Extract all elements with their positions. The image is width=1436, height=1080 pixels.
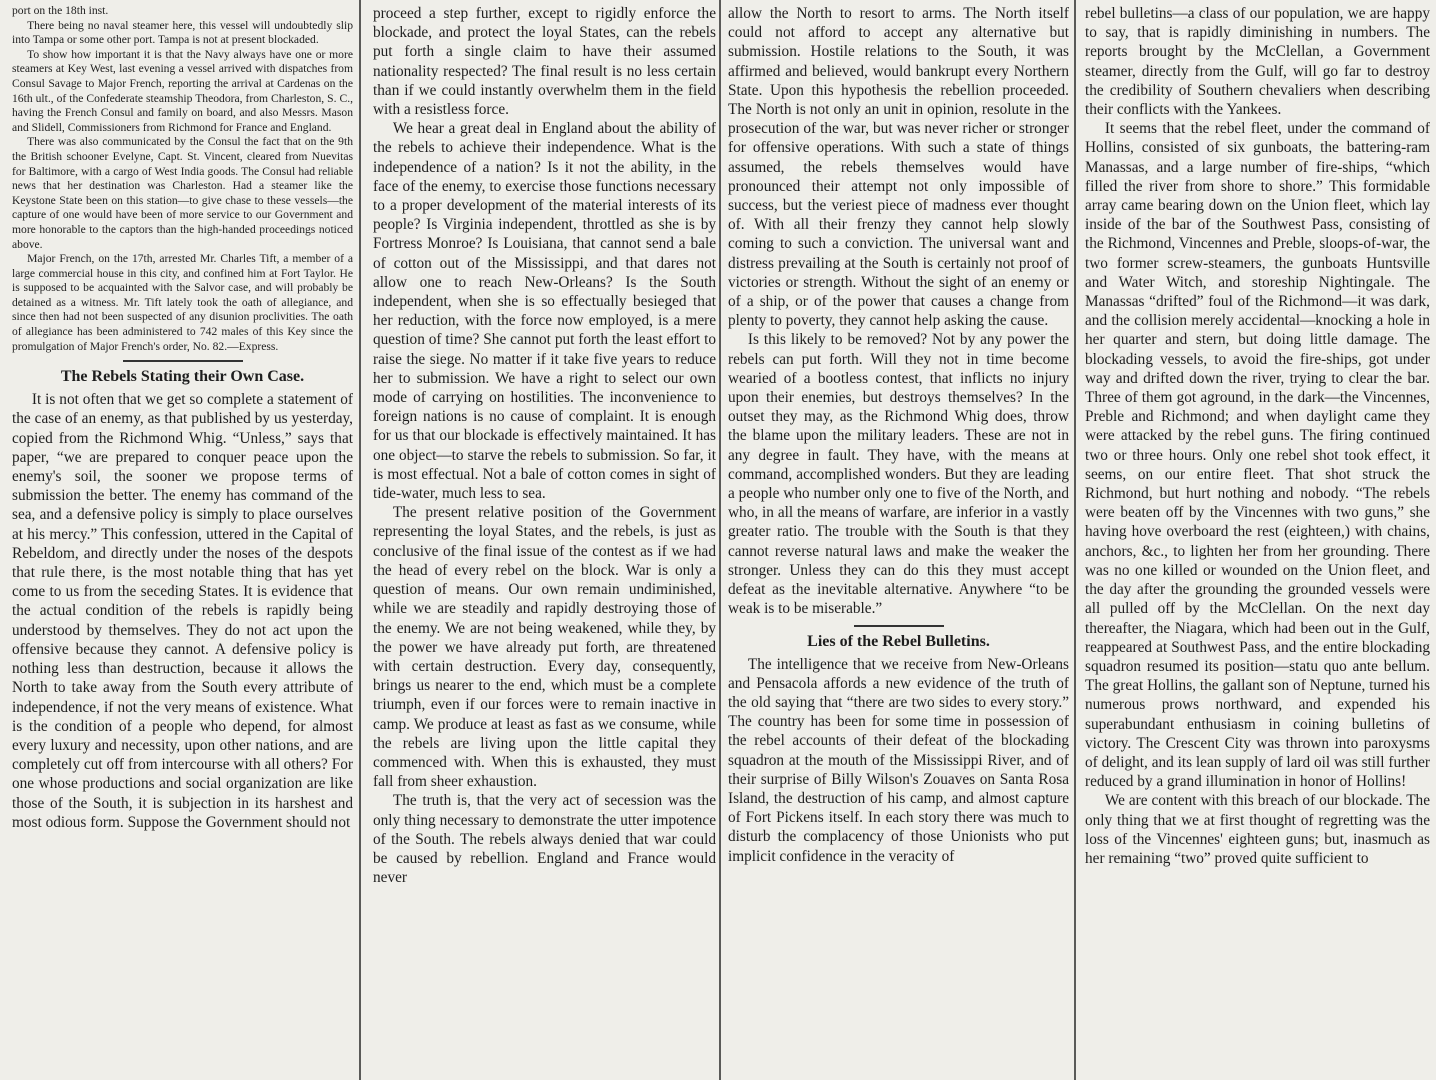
article-title: The Rebels Stating their Own Case.: [60, 368, 305, 386]
key-west-news: [12, 4, 353, 354]
article-paragraph: rebel bulletins—a class of our population, we are happy to say, that is rapidly diminishing in numbers. The reports brought by the McClellan, a Government steamer, directly from the Gulf, will go far to destroy the credibility of Southern chevaliers when describing their conflicts with the Yankees.: [1085, 5, 1430, 119]
news-paragraph: There being no naval steamer here, this vessel will undoubtedly slip into Tampa or some other port. Tampa is not at present blockaded.: [12, 18, 353, 47]
article-body: [728, 4, 1069, 619]
column-3: [722, 0, 1073, 1080]
article-paragraph: The intelligence that we receive from New-Orleans and Pensacola affords a new evidence of the truth of the old saying that “there are two sides to every story.” The country has been for some time in possession of the rebel accounts of their defeat of the blockading squadron at the mouth of the Mississippi River, and of their surprise of Billy Wilson's Zouaves on Santa Rosa Island, the destruction of his camp, and almost capture of Fort Pickens itself. In each story there was much to disturb the complacency of those Unionists who put implicit confidence in the veracity of: [728, 655, 1069, 865]
article-paragraph: It seems that the rebel fleet, under the command of Hollins, consisted of six gunboats, the battering-ram Manassas, and a large number of fire-ships, “which filled the river from shore to shore.” This formidable array came bearing down on the Union fleet, which lay inside of the bar of the Southwest Pass, consisting of the Richmond, Vincennes and Preble, sloops-of-war, the two former screw-steamers, the gunboats Huntsville and Water Witch, and storeship Nightingale. The Manassas “drifted” foul of the Richmond—it was dark, and the collision merely accidental—knocking a hole in her quarter and stern, but doing little damage. The blockading vessels, to avoid the fire-ships, got under way and drifted down the river, trying to clear the bar. Three of them got aground, in the dark—the Vincennes, Preble and Richmond; and when daylight came they were attacked by the rebel guns. The firing continued two or three hours. Only one rebel shot took effect, it seems, on our entire fleet. That shot struck the Richmond, but hurt nothing and nobody. “The rebels were beaten off by the Vincennes with two guns,” she having hove overboard the rest (eighteen,) with chains, anchors, &c., to lighten her from her grounding. There was no one killed or wounded on the Union fleet, and the day after the grounding the grounded vessels were all pulled off by the McClellan. On the next day thereafter, the Niagara, which had been out in the Gulf, reappeared at Southwest Pass, and the entire blockading squadron resumed its position—statu quo ante bellum. The great Hollins, the gallant son of Neptune, turned his numerous prows northward, and expended his superabundant enthusiasm in coining bulletins of victory. The Crescent City was thrown into paroxysms of delight, and its lean supply of lard oil was still further reduced by a grand illumination in honor of Hollins!: [1085, 120, 1430, 791]
column-rule: [1074, 0, 1076, 1080]
article-paragraph: We hear a great deal in England about the ability of the rebels to achieve their independence. What is the independence of a nation? Is it not the ability, in the face of the enemy, to exercise those functions necessary to a proper development of the material interests of its people? Is Virginia independent, throttled as she is by Fortress Monroe? Is Louisiana, that cannot send a bale of cotton out of the Mississippi, and that dares not allow one to reach New-Orleans? Is the South independent, when she is so effectually besieged that her reduction, with the force now employed, is a mere question of time? She cannot put forth the least effort to raise the siege. No matter if it take five years to reduce her to submission. We have a right to select our own mode of carrying on hostilities. The inconvenience to foreign nations is no cause of complaint. It is enough for us that our blockade is effectively maintained. It has one object—to starve the rebels to submission. So far, it is most effectual. Not a bale of cotton comes in sight of tide-water, much less to sea.: [373, 120, 716, 503]
section-divider: [123, 360, 243, 362]
section-divider: [854, 625, 944, 627]
news-paragraph: To show how important it is that the Navy always have one or more steamers at Key West, last evening a vessel arrived with dispatches from Consul Savage to Major French, reporting the arrival at Cardenas on the 16th ult., of the Confederate steamship Theodora, from Charleston, S. C., having the French Consul and family on board, and also Messrs. Mason and Slidell, Commissioners from Richmond for France and England.: [12, 47, 353, 134]
article-paragraph: The truth is, that the very act of secession was the only thing necessary to demonstrate the utter impotence of the South. The rebels always denied that war could be caused by rebellion. England and France would never: [373, 792, 716, 887]
news-paragraph: port on the 18th inst.: [12, 4, 109, 17]
article-body: [728, 655, 1069, 866]
article-paragraph: proceed a step further, except to rigidly enforce the blockade, and protect the loyal States, can the rebels put forth a single claim to have their assumed nationality respected? The final result is no less certain than if we could instantly overwhelm them in the field with a resistless force.: [373, 5, 716, 119]
column-4: [1077, 0, 1436, 1080]
news-paragraph: Major French, on the 17th, arrested Mr. Charles Tift, a member of a large commercial house in this city, and confined him at Fort Taylor. He is supposed to be acquainted with the Salvor case, and will probably be detained as a witness. Mr. Tift lately took the oath of allegiance, and since then had not been suspected of any disunion proclivities. The oath of allegiance has been administered to 742 males of this Key since the promulgation of Major French's order, No. 82.—Express.: [12, 252, 353, 353]
column-2: [363, 0, 720, 1080]
article-paragraph: The present relative position of the Government representing the loyal States, and the rebels, is just as conclusive of the final issue of the contest as if we had the head of every rebel on the block. War is only a question of means. Our own remain undiminished, while we are steadily and rapidly destroying those of the enemy. We are not being weakened, while they, by the power we have already put forth, are threatened with certain destruction. Every day, consequently, brings us nearer to the end, which must be a complete triumph, even if our forces were to remain inactive in camp. We produce at least as fast as we consume, while the rebels are living upon the little capital they commenced with. When this is exhausted, they must fall from sheer exhaustion.: [373, 504, 716, 791]
article-paragraph: Is this likely to be removed? Not by any power the rebels can put forth. Will they not in time become wearied of a bootless contest, that inflicts no injury upon their enemies, but destroys themselves? In the outset they may, as the Richmond Whig does, throw the blame upon the military leaders. These are not in any degree in fault. They have, with the means at command, accomplished wonders. But they are leading a people who number only one to five of the North, and who, in all the means of warfare, are inferior in a vastly greater ratio. The trouble with the South is that they cannot reverse natural laws and make the weaker the stronger. Unless they can do this they must accept defeat as the inevitable alternative. Anywhere “to be weak is to be miserable.”: [728, 331, 1069, 618]
article-title: Lies of the Rebel Bulletins.: [807, 632, 990, 650]
article-body: [373, 4, 716, 887]
column-1: [0, 0, 357, 1080]
column-rule: [359, 0, 361, 1080]
article-body: [1085, 4, 1430, 868]
article-body: [12, 390, 353, 832]
article-paragraph: allow the North to resort to arms. The North itself could not afford to accept any alternative but submission. Hostile relations to the South, it was affirmed and believed, would bankrupt every Northern State. Upon this hypothesis the rebellion proceeded. The North is not only an unit in opinion, resolute in the prosecution of the war, but was never richer or stronger for offensive operations. With such a state of things assumed, the rebels themselves would have pronounced their attempt not only impossible of success, but the veriest piece of madness ever thought of. With all their frenzy they cannot help slowly coming to such a conviction. The universal want and distress prevailing at the South is certainly not proof of victories or strength. Without the sight of an enemy or of a ship, or of the power that causes a change from plenty to poverty, they cannot help asking the cause.: [728, 5, 1069, 330]
news-paragraph: There was also communicated by the Consul the fact that on the 9th the British schooner Evelyne, Capt. St. Vincent, cleared from Nuevitas for Baltimore, with a cargo of West India goods. The Consul had reliable news that her destination was Charleston. Had a steamer like the Keystone State been on this station—to give chase to these vessels—the capture of one would have been of more service to our Government and more honorable to the captors than the high-handed proceedings noticed above.: [12, 135, 353, 251]
article-paragraph: It is not often that we get so complete a statement of the case of an enemy, as that published by us yesterday, copied from the Richmond Whig. “Unless,” says that paper, “we are prepared to conquer peace upon the enemy's soil, the sooner we propose terms of submission the better. The enemy has command of the sea, and a defensive policy is simply to place ourselves at his mercy.” This confession, uttered in the Capital of Rebeldom, and directly under the noses of the despots that rule there, is the most notable thing that has yet come to us from the seceding States. It is evidence that the actual condition of the rebels is rapidly being understood by themselves. They do not act upon the offensive because they cannot. A defensive policy is nothing less than destruction, because it allows the North to take away from the South every attribute of independence, if not the very means of existence. What is the condition of a people who depend, for almost every luxury and necessity, upon other nations, and are completely cut off from intercourse with all others? For one whose productions and social organization are like those of the South, it is subjection in its harshest and most odious form. Suppose the Government should not: [12, 391, 353, 831]
article-paragraph: We are content with this breach of our blockade. The only thing that we at first thought of regretting was the loss of the Vincennes' eighteen guns; but, inasmuch as her remaining “two” proved quite sufficient to: [1085, 792, 1430, 867]
